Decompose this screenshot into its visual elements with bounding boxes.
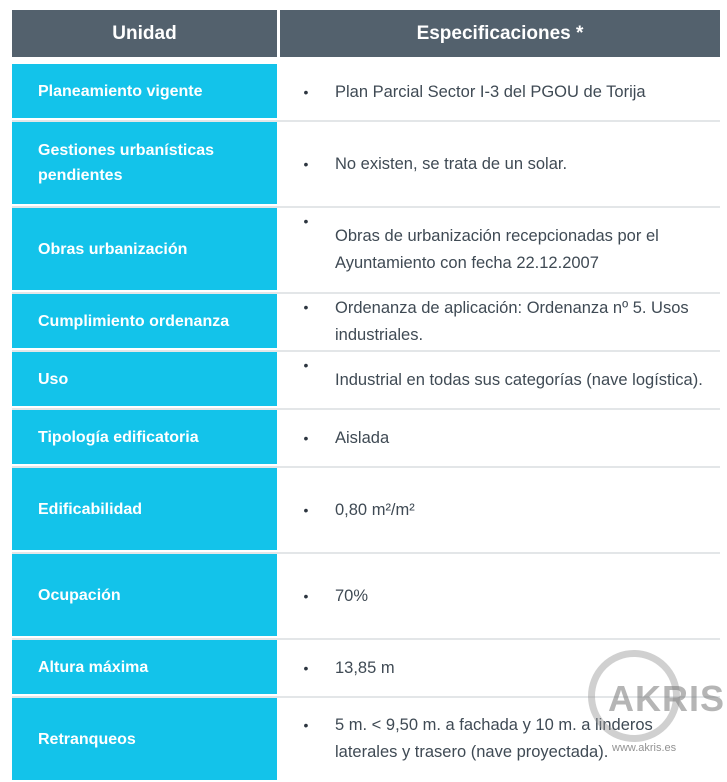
row-label: Ocupación (12, 554, 277, 638)
header-unidad: Unidad (12, 10, 277, 57)
watermark-brand: AKRIS (608, 678, 726, 719)
table-row (12, 410, 720, 468)
bullet-icon: • (303, 429, 309, 446)
table-row (12, 64, 720, 122)
row-spec: • No existen, se trata de un solar. (277, 122, 720, 206)
bullet-icon: • (303, 299, 309, 315)
row-spec: • Aislada (277, 410, 720, 466)
row-spec: • 13,85 m (277, 640, 720, 696)
table-row (12, 352, 720, 410)
row-spec: • Plan Parcial Sector I-3 del PGOU de Torija (277, 64, 720, 120)
bullet-icon: • (303, 587, 309, 604)
row-label: Uso (12, 352, 277, 408)
row-label: Edificabilidad (12, 468, 277, 552)
row-spec: • 5 m. < 9,50 m. a fachada y 10 m. a linderos laterales y trasero (nave proyectada). (277, 698, 720, 782)
row-label: Gestiones urbanísticas pendientes (12, 122, 277, 206)
table-row (12, 468, 720, 554)
table-row (12, 208, 720, 294)
bullet-icon: • (303, 659, 309, 676)
row-label: Cumplimiento ordenanza (12, 294, 277, 350)
bullet-icon: • (303, 155, 309, 172)
table-row (12, 122, 720, 208)
watermark-site: www.akris.es (612, 742, 677, 754)
bullet-icon: • (303, 213, 309, 229)
bullet-icon: • (303, 717, 309, 733)
akris-watermark (578, 650, 727, 768)
row-label: Obras urbanización (12, 208, 277, 292)
row-spec: • 70% (277, 554, 720, 638)
table-row (12, 294, 720, 352)
row-label: Retranqueos (12, 698, 277, 782)
row-label: Altura máxima (12, 640, 277, 696)
header-especificaciones: Especificaciones * (280, 10, 720, 57)
row-spec: • 0,80 m²/m² (277, 468, 720, 552)
bullet-icon: • (303, 501, 309, 518)
bullet-icon: • (303, 83, 309, 100)
row-spec: • Obras de urbanización recepcionadas por el Ayuntamiento con fecha 22.12.2007 (277, 208, 720, 292)
table-header (12, 10, 720, 57)
table-row (12, 554, 720, 640)
row-label: Planeamiento vigente (12, 64, 277, 120)
row-label: Tipología edificatoria (12, 410, 277, 466)
row-spec: • Ordenanza de aplicación: Ordenanza nº 5. Usos industriales. (277, 294, 720, 350)
row-spec: • Industrial en todas sus categorías (nave logística). (277, 352, 720, 408)
bullet-icon: • (303, 357, 309, 373)
